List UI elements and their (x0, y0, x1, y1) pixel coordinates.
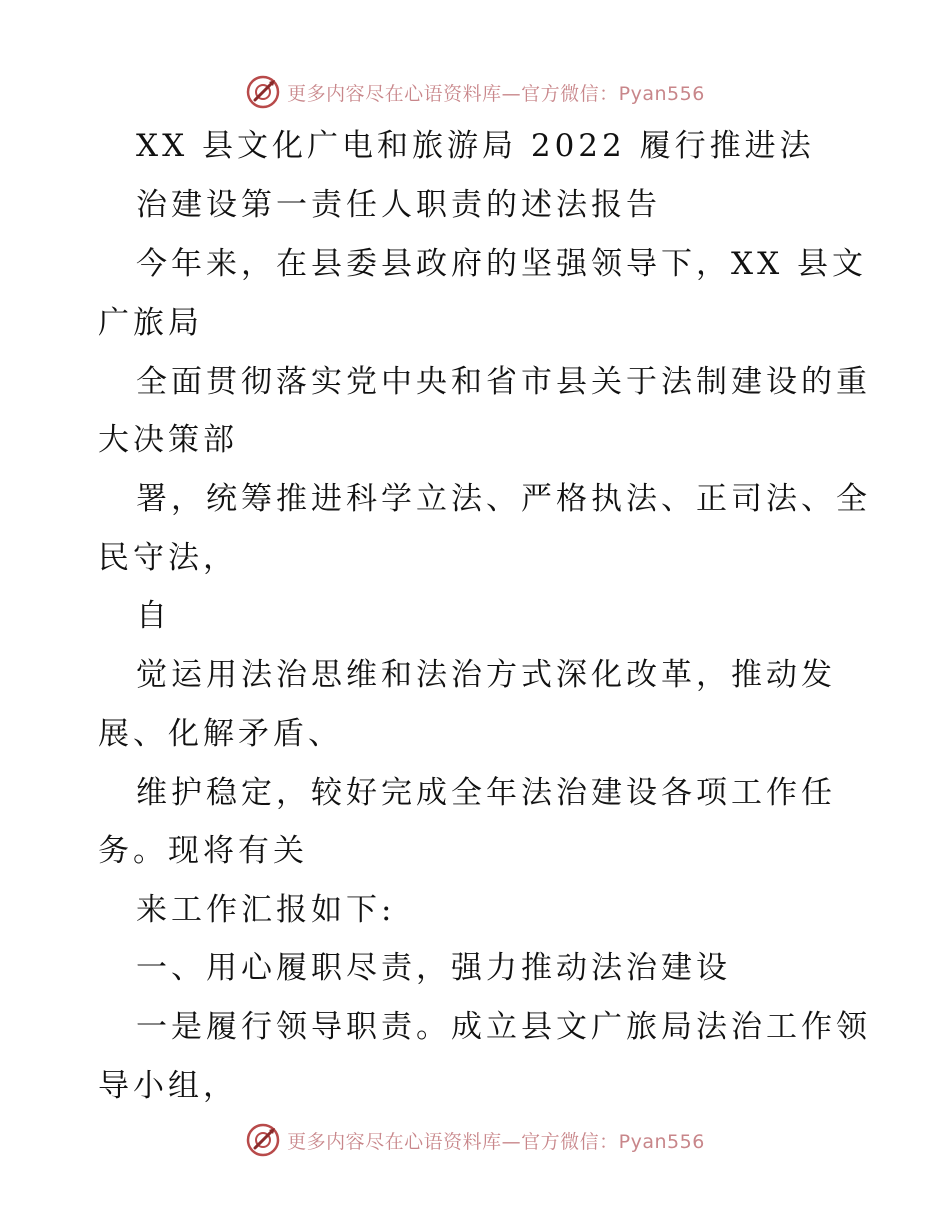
paragraph-line: 大决策部 (98, 422, 238, 458)
paragraph-line: 来工作汇报如下: (136, 892, 396, 928)
paragraph-line: 自 (136, 598, 171, 634)
watermark-text: 更多内容尽在心语资料库—官方微信：Pyan556 (287, 82, 705, 105)
paragraph-line: 展、化解矛盾、 (98, 716, 343, 752)
paragraph-line: 一是履行领导职责。成立县文广旅局法治工作领 (136, 1009, 871, 1045)
paragraph-line: 今年来，在县委县政府的坚强领导下，XX 县文 (136, 246, 867, 282)
paragraph-line: 广旅局 (98, 305, 203, 341)
document-title-line-1: XX 县文化广电和旅游局 2022 履行推进法 (136, 128, 815, 164)
paragraph-line: 全面贯彻落实党中央和省市县关于法制建设的重 (136, 364, 871, 400)
paragraph-line: 导小组， (98, 1068, 238, 1104)
document-title-line-2: 治建设第一责任人职责的述法报告 (136, 187, 661, 223)
watermark-text: 更多内容尽在心语资料库—官方微信：Pyan556 (287, 1130, 705, 1153)
paragraph-line: 觉运用法治思维和法治方式深化改革，推动发 (136, 657, 836, 693)
paragraph-line: 民守法， (98, 540, 238, 576)
brand-logo-icon (245, 1122, 281, 1158)
paragraph-line: 维护稳定，较好完成全年法治建设各项工作任 (136, 775, 836, 811)
section-heading: 一、用心履职尽责，强力推动法治建设 (136, 950, 731, 986)
footer-watermark (0, 1120, 950, 1160)
paragraph-line: 务。现将有关 (98, 833, 308, 869)
paragraph-line: 署，统筹推进科学立法、严格执法、正司法、全 (136, 481, 871, 517)
